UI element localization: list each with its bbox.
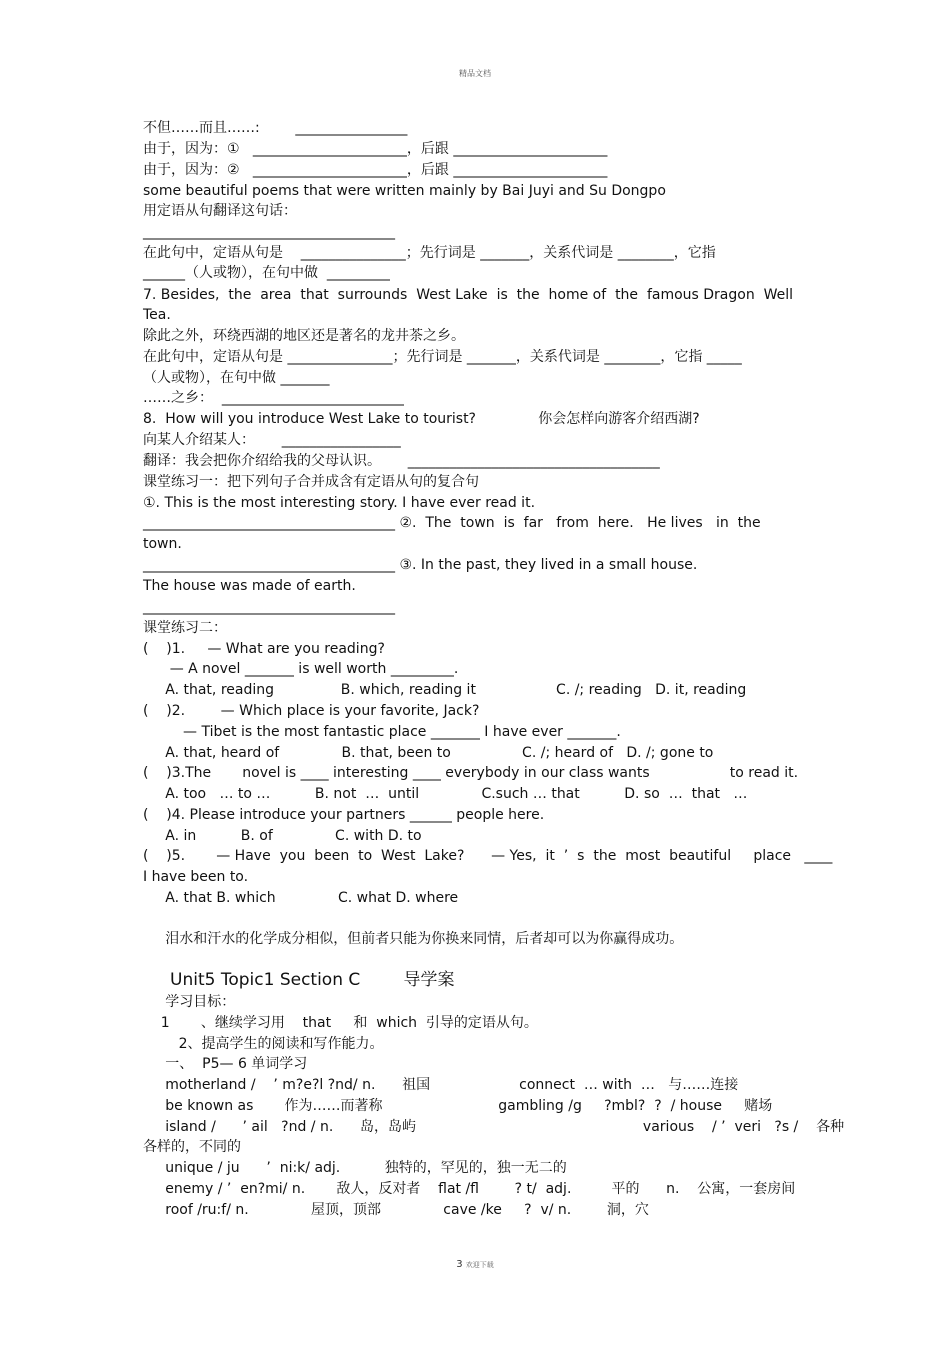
- question-line: ( )1. — What are you reading?: [143, 641, 385, 657]
- page-header-watermark: 精品文档: [459, 69, 491, 78]
- text-line: some beautiful poems that were written mainly by Bai Juyi and Su Dongpo: [143, 183, 666, 199]
- text-line: Tea.: [143, 307, 171, 323]
- text-line: ____________________________________ ②. The town is far from here. He lives in the: [143, 515, 761, 531]
- question-line: ( )5. — Have you been to West Lake? — Yes, it ’ s the most beautiful place ____: [143, 848, 833, 864]
- vocab-line: island / ’ ail ?nd / n. 岛，岛屿 various / ’ veri ?s / 各种: [143, 1119, 845, 1135]
- answer-blank-line: ____________________________________: [143, 599, 395, 615]
- text-line: 由于，因为：② ______________________，后跟 ______________________: [143, 162, 608, 178]
- text-line: ①. This is the most interesting story. I have ever read it.: [143, 495, 536, 511]
- vocab-line: motherland / ’ m?e?l ?nd/ n. 祖国 connect … with … 与……连接: [143, 1077, 739, 1093]
- question-line: — A novel _______ is well worth _________.: [143, 661, 459, 677]
- text-line: （人或物），在句中做 _______: [143, 370, 330, 386]
- exercise-heading: 课堂练习二：: [143, 620, 227, 636]
- vocab-line: 各样的，不同的: [143, 1139, 241, 1155]
- text-line: 翻译：我会把你介绍给我的父母认识。 ____________________________________: [143, 453, 660, 469]
- options-line: A. too … to … B. not … until C.such … that D. so … that …: [143, 786, 748, 802]
- text-line: 8. How will you introduce West Lake to tourist? 你会怎样向游客介绍西湖?: [143, 411, 700, 427]
- text-line: ____________________________________ ③. In the past, they lived in a small house.: [143, 557, 698, 573]
- text-line: ……之乡： __________________________: [143, 390, 404, 406]
- footer-tag: 欢迎下载: [465, 1261, 494, 1269]
- text-line: The house was made of earth.: [143, 578, 356, 594]
- question-line: — Tibet is the most fantastic place _______ I have ever _______.: [143, 724, 621, 740]
- vocab-line: enemy / ’ en?mi/ n. 敌人，反对者 flat /fl ? t/ adj. 平的 n. 公寓，一套房间: [143, 1181, 796, 1197]
- text-line: 除此之外，环绕西湖的地区还是著名的龙井茶之乡。: [143, 328, 465, 344]
- options-line: A. in B. of C. with D. to: [143, 828, 422, 844]
- vocab-line: unique / ju ’ ni:k/ adj. 独特的，罕见的，独一无二的: [143, 1160, 567, 1176]
- text-line: ______（人或物），在句中做 _________: [143, 265, 390, 281]
- question-line: ( )3.The novel is ____ interesting ____ everybody in our class wants to read it.: [143, 765, 799, 781]
- text-line: 学习目标：: [143, 994, 236, 1010]
- question-line: I have been to.: [143, 869, 249, 885]
- text-line: 1 、继续学习用 that 和 which 引导的定语从句。: [143, 1015, 538, 1031]
- text-line: 在此句中，定语从句是 _______________；先行词是 _______，关系代词是 ________，它指: [143, 245, 716, 261]
- vocab-line: be known as 作为……而著称 gambling /g ?mbl? ? / house 赌场: [143, 1098, 773, 1114]
- text-line: 由于，因为：① ______________________，后跟 ______________________: [143, 141, 608, 157]
- answer-blank-line: ____________________________________: [143, 224, 395, 240]
- page-number: 3: [456, 1259, 463, 1270]
- exercise-heading: 课堂练习一：把下列句子合并成含有定语从句的复合句: [143, 474, 479, 490]
- question-line: ( )2. — Which place is your favorite, Jack?: [143, 703, 480, 719]
- text-line: 不但……而且……: ________________: [143, 120, 408, 136]
- motto-line: 泪水和汗水的化学成分相似，但前者只能为你换来同情，后者却可以为你赢得成功。: [143, 931, 684, 947]
- text-line: 向某人介绍某人： _________________: [143, 432, 401, 448]
- text-line: 一、 P5— 6 单词学习: [143, 1056, 308, 1072]
- text-line: 在此句中，定语从句是 _______________；先行词是 _______，关系代词是 ________，它指 _____: [143, 349, 742, 365]
- text-line: 用定语从句翻译这句话：: [143, 203, 297, 219]
- options-line: A. that B. which C. what D. where: [143, 890, 459, 906]
- options-line: A. that, heard of B. that, been to C. /; heard of D. /; gone to: [143, 745, 714, 761]
- question-line: ( )4. Please introduce your partners ______ people here.: [143, 807, 545, 823]
- text-line: town.: [143, 536, 182, 552]
- text-line: 7. Besides, the area that surrounds West Lake is the home of the famous Dragon Well: [143, 287, 794, 303]
- page-footer: [0, 1259, 950, 1270]
- section-title: Unit5 Topic1 Section C 导学案: [143, 970, 455, 990]
- options-line: A. that, reading B. which, reading it C. /; reading D. it, reading: [143, 682, 747, 698]
- vocab-line: roof /ru:f/ n. 屋顶，顶部 cave /ke ? v/ n. 洞，穴: [143, 1202, 649, 1218]
- text-line: 2、提高学生的阅读和写作能力。: [143, 1036, 384, 1052]
